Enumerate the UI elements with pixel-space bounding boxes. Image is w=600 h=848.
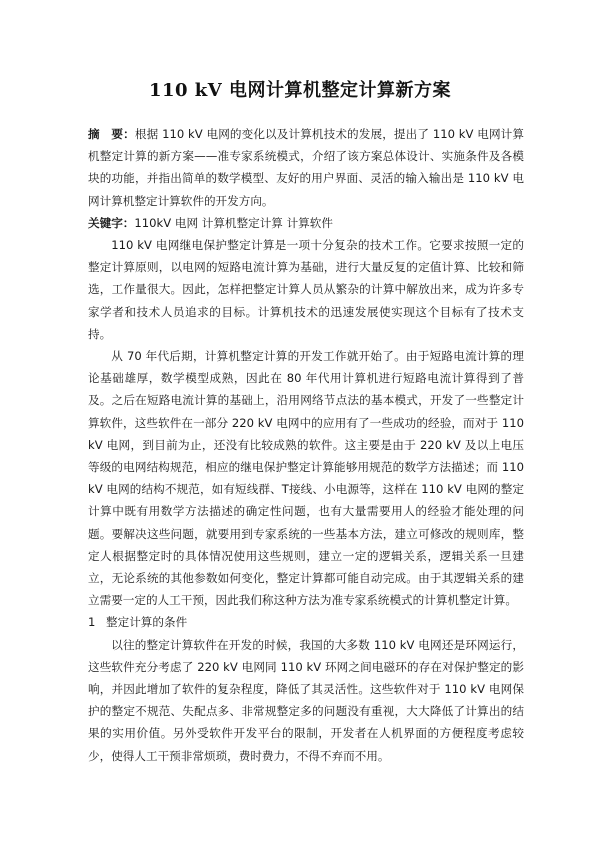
abstract-label: 摘 要： bbox=[88, 127, 135, 141]
document-body bbox=[88, 123, 524, 767]
keywords-text: 110kV 电网 计算机整定计算 计算软件 bbox=[134, 215, 333, 230]
section-number: 1 bbox=[88, 615, 96, 630]
section-paragraph: 以往的整定计算软件在开发的时候，我国的大多数 110 kV 电网还是环网运行，这些软件充分考虑了 220 kV 电网同 110 kV 环网之间电磁环的存在对保护整定的影响，并因此增加了软件的复杂程度，降低了其灵活性。这些软件对于 110 kV 电网保护的整定不规范、失配点多、非常规整定多的问题没有重视，大大降低了计算出的结果的实用价值。另外受软件开发平台的限制，开发者在人机界面的方便程度考虑较少，使得人工干预非常烦琐，费时费力，不得不弃而不用。 bbox=[88, 637, 524, 763]
body-paragraph-1: 110 kV 电网继电保护整定计算是一项十分复杂的技术工作。它要求按照一定的整定计算原则，以电网的短路电流计算为基础，进行大量反复的定值计算、比较和筛选，工作量很大。因此，怎样把整定计算人员从繁杂的计算中解放出来，成为许多专家学者和技术人员追求的目标。计算机技术的迅速发展使实现这个目标有了技术支持。 bbox=[88, 238, 524, 341]
document-title: 110 kV 电网计算机整定计算新方案 bbox=[148, 80, 452, 101]
body-paragraph-2: 从 70 年代后期，计算机整定计算的开发工作就开始了。由于短路电流计算的理论基础雄厚，数学模型成熟，因此在 80 年代用计算机进行短路电流计算得到了普及。之后在短路电流计算的基础上，沿用网络节点法的基本模式，开发了一些整定计算软件，这些软件在一部分 220 kV 电网中的应用有了一些成功的经验，而对于 110 kV 电网，到目前为止，还没有比较成熟的软件。这主要是由于 220 kV 及以上电压等级的电网结构规范，相应的继电保护整定计算能够用规范的数学方法描述；而 110 kV 电网的结构不规范，如有短线群、T接线、小电源等，这样在 110 kV 电网的整定计算中既有用数学方法描述的确定性问题，也有大量需要用人的经验才能处理的问题。要解决这些问题，就要用到专家系统的一些基本方法，建立可修改的规则库，整定人根据整定时的具体情况使用这些规则，建立一定的逻辑关系，逻辑关系一旦建立，无论系统的其他参数如何变化，整定计算都可能自动完成。由于其逻辑关系的建立需要一定的人工干预，因此我们称这种方法为准专家系统模式的计算机整定计算。 bbox=[88, 349, 524, 608]
keywords-label: 关键字： bbox=[88, 215, 135, 230]
abstract bbox=[88, 123, 524, 212]
section-title: 整定计算的条件 bbox=[106, 615, 188, 630]
abstract-text: 根据 110 kV 电网的变化以及计算机技术的发展，提出了 110 kV 电网计算机整定计算的新方案——准专家系统模式，介绍了该方案总体设计、实施条件及各模块的功能，并指出简单的数学模型、友好的用户界面、灵活的输入输出是 110 kV 电网计算机整定计算软件的开发方向。 bbox=[88, 127, 524, 208]
keywords bbox=[88, 212, 524, 234]
section-heading bbox=[88, 611, 524, 633]
